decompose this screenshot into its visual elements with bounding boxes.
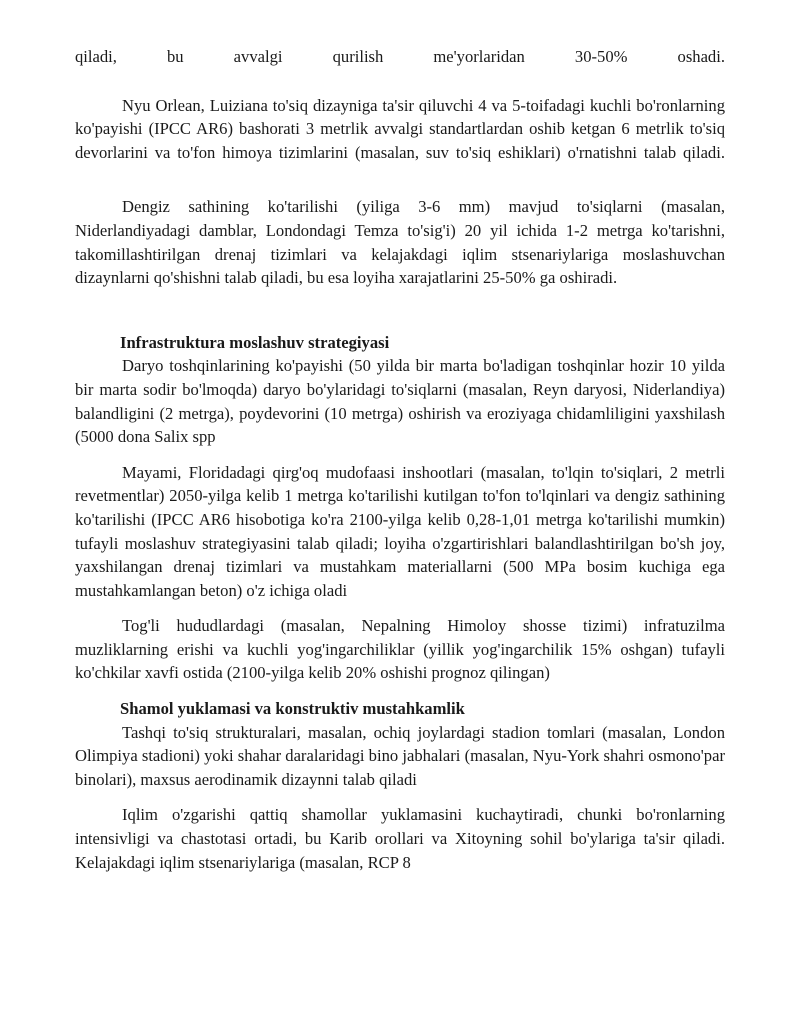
paragraph-sea-level-rise: Dengiz sathining ko'tarilishi (yiliga 3-6 mm) mavjud to'siqlarni (masalan, Niderlandiyadagi damblar, Londondagi Temza to'sig'i) 20 yil ichida 1-2 metrga ko'tarishni, takomillashtirilgan drenaj tizimlari va kelajakdagi iqlim stsenariylariga moslashuvchan dizaynlarni qo'shishni talab qiladi, bu esa loyiha xarajatlarini 25-50% ga oshiradi. <box>75 197 725 288</box>
paragraph-outer-structures: Tashqi to'siq strukturalari, masalan, ochiq joylardagi stadion tomlari (masalan, London Olimpiya stadioni) yoki shahar daralaridagi bino jabhalari (masalan, Nyu-York shahri osmono'par binolari), maxsus aerodinamik dizaynni talab qiladi <box>75 722 725 789</box>
paragraph-new-orleans: Nyu Orlean, Luiziana to'siq dizayniga ta'sir qiluvchi 4 va 5-toifadagi kuchli bo'ronlarning ko'payishi (IPCC AR6) bashorati 3 metrlik avvalgi standartlardan oshib ketgan 6 metrlik to'siq devorlarini va to'fon himoya tizimlarini (masalan, suv to'siq eshiklari) o'rnatishni talab qiladi. <box>75 95 725 162</box>
paragraph-climate-wind: Iqlim o'zgarishi qattiq shamollar yuklamasini kuchaytiradi, chunki bo'ronlarning intensivligi va chastotasi ortadi, bu Karib orollari va Xitoyning sohil bo'ylariga ta'sir qiladi. Kelajakdagi iqlim stsenariylariga (masalan, RCP 8 <box>75 805 725 872</box>
document-page <box>75 45 725 874</box>
section-heading-wind-load: Shamol yuklamasi va konstruktiv mustahkamlik <box>120 699 465 719</box>
paragraph-miami: Mayami, Floridadagi qirg'oq mudofaasi inshootlari (masalan, to'lqin to'siqlari, 2 metrli revetmentlar) 2050-yilga kelib 1 metrga ko'tarilishi kutilgan to'fon to'lqinlari va dengiz sathining ko'tarilishi (IPCC AR6 hisobotiga ko'ra 2100-yilga kelib 0,28-1,01 metrga ko'tarilishi mumkin) tufayli moslashuv strategiyasini talab qiladi; loyiha o'zgartirishlari balandlashtirilgan bo'sh joy, yaxshilangan drenaj tizimlari va mustahkam materiallarni (500 MPa bosim kuchiga ega mustahkamlangan beton) o'z ichiga oladi <box>75 462 725 600</box>
paragraph-mountain-regions: Tog'li hududlardagi (masalan, Nepalning Himoloy shosse tizimi) infratuzilma muzliklarning erishi va kuchli yog'ingarchiliklar (yillik yog'ingarchilik 15% oshgan) tufayli ko'chkilar xavfi ostida (2100-yilga kelib 20% oshishi prognoz qilingan) <box>75 616 725 683</box>
paragraph-continuation: qiladi, bu avvalgi qurilish me'yorlaridan 30-50% oshadi. <box>75 47 725 66</box>
paragraph-river-floods: Daryo toshqinlarining ko'payishi (50 yilda bir marta bo'ladigan toshqinlar hozir 10 yilda bir marta sodir bo'lmoqda) daryo bo'ylaridagi to'siqlarni (masalan, Reyn daryosi, Niderlandiya) balandligini (2 metrga), poydevorini (10 metrga) oshirish va eroziyaga chidamliligini yaxshilash (5000 dona Salix spp <box>75 356 725 447</box>
section-heading-adaptation: Infrastruktura moslashuv strategiyasi <box>120 332 390 352</box>
